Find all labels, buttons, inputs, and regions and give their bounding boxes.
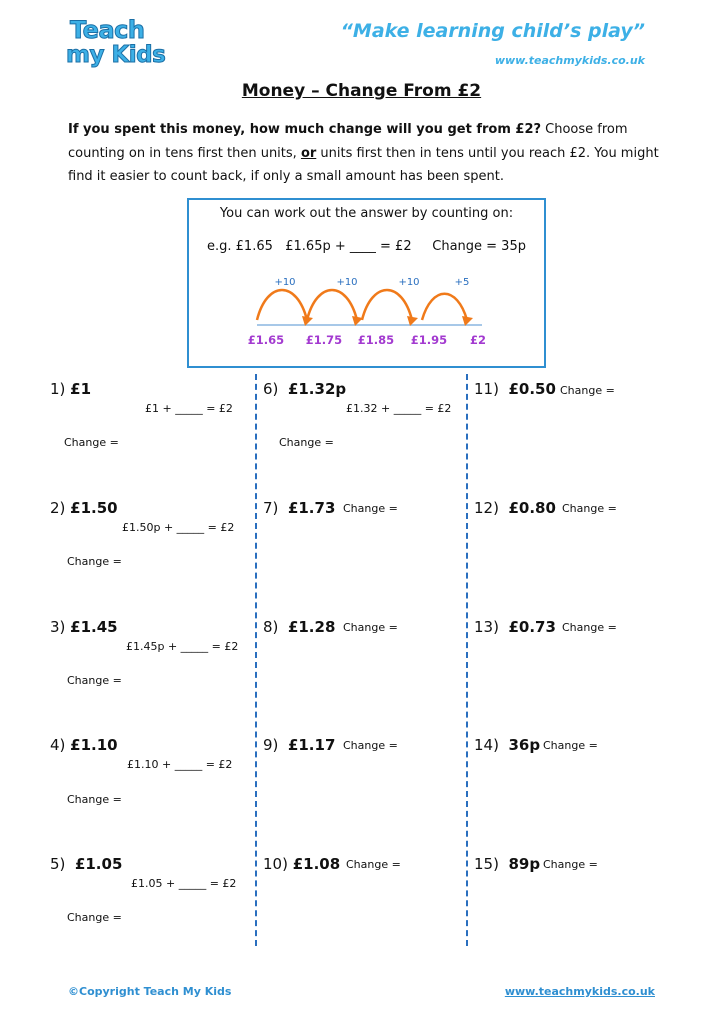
question-amount: 89p (508, 855, 541, 873)
question-3-change: Change = (67, 674, 122, 687)
question-11-change: Change = (560, 384, 615, 397)
question-5-sum: £1.05 + _____ = £2 (131, 877, 237, 890)
example-heading: You can work out the answer by counting on: (219, 206, 514, 221)
tagline: “Make learning child’s play” (340, 20, 645, 42)
logo-text-mykids: my Kids (66, 42, 166, 68)
question-number: 3) (50, 618, 71, 636)
column-divider-2 (466, 374, 468, 946)
question-amount: £1.05 (74, 855, 123, 873)
question-4-change: Change = (67, 793, 122, 806)
question-1-title (50, 380, 91, 398)
question-5-title (50, 855, 122, 873)
question-13-title (474, 618, 556, 636)
question-number: 5) (50, 855, 75, 873)
question-9-title (263, 736, 335, 754)
question-amount: £0.50 (508, 380, 556, 398)
question-amount: £1.17 (287, 736, 336, 754)
jump-label-2: +10 (336, 277, 358, 288)
question-1-sum: £1 + _____ = £2 (145, 402, 233, 415)
question-amount: £0.80 (508, 499, 556, 517)
jump-arc-4 (422, 294, 467, 320)
question-amount: £1.28 (287, 618, 336, 636)
question-amount: £1.08 (292, 855, 341, 873)
question-2-sum: £1.50p + _____ = £2 (122, 521, 235, 534)
instructions-text-a: Choose from counting on in tens first then units, (68, 122, 628, 161)
question-amount: £1.45 (70, 618, 118, 636)
jump-label-4: +5 (454, 277, 470, 288)
question-14-title (474, 736, 540, 754)
page-title: Money – Change From £2 (241, 81, 482, 101)
question-number: 1) (50, 380, 71, 398)
question-amount: £1.10 (70, 736, 118, 754)
question-amount: £0.73 (508, 618, 556, 636)
question-4-title (50, 736, 118, 754)
question-2-title (50, 499, 118, 517)
instructions-text-b: units first then in tens until you reach £2. You might find it easier to count back, if only a small amount has been spent. (68, 145, 659, 184)
question-15-title (474, 855, 540, 873)
question-amount: £1 (70, 380, 92, 398)
column-divider-1 (255, 374, 257, 946)
question-number: 14) (474, 736, 509, 754)
question-number: 7) (263, 499, 288, 517)
question-number: 15) (474, 855, 509, 873)
jump-label-3: +10 (398, 277, 420, 288)
question-9-change: Change = (343, 739, 398, 752)
question-number: 6) (263, 380, 288, 398)
footer-copyright: ©Copyright Teach My Kids (68, 985, 232, 998)
question-amount: £1.50 (70, 499, 118, 517)
jump-arc-2 (307, 290, 357, 320)
question-number: 4) (50, 736, 71, 754)
question-number: 9) (263, 736, 288, 754)
question-3-title (50, 618, 118, 636)
point-label-3: £1.85 (357, 333, 395, 347)
question-8-change: Change = (343, 621, 398, 634)
question-amount: £1.32p (287, 380, 347, 398)
question-amount: £1.73 (287, 499, 336, 517)
question-1-change: Change = (64, 436, 119, 449)
example-equation: e.g. £1.65 £1.65p + ____ = £2 Change = 35p (207, 239, 526, 254)
footer-site-link[interactable]: www.teachmykids.co.uk (504, 985, 655, 998)
point-label-4: £1.95 (410, 333, 448, 347)
question-14-change: Change = (543, 739, 598, 752)
point-label-2: £1.75 (305, 333, 343, 347)
question-15-change: Change = (543, 858, 598, 871)
instructions-or: or (300, 145, 317, 161)
question-number: 12) (474, 499, 509, 517)
logo-text-teach: Teach (70, 16, 145, 44)
question-10-change: Change = (346, 858, 401, 871)
question-12-title (474, 499, 556, 517)
question-7-title (263, 499, 335, 517)
instructions-lead: If you spent this money, how much change will you get from £2? (68, 122, 542, 137)
question-11-title (474, 380, 556, 398)
question-number: 10) (263, 855, 293, 873)
question-10-title (263, 855, 340, 873)
point-label-1: £1.65 (247, 333, 285, 347)
question-2-change: Change = (67, 555, 122, 568)
question-6-change: Change = (279, 436, 334, 449)
question-number: 11) (474, 380, 509, 398)
question-12-change: Change = (562, 502, 617, 515)
question-5-change: Change = (67, 911, 122, 924)
instructions (68, 118, 668, 189)
question-number: 13) (474, 618, 509, 636)
question-number: 8) (263, 618, 288, 636)
question-number: 2) (50, 499, 71, 517)
jump-arc-3 (362, 290, 412, 320)
question-13-change: Change = (562, 621, 617, 634)
question-6-title (263, 380, 346, 398)
question-7-change: Change = (343, 502, 398, 515)
question-amount: 36p (508, 736, 541, 754)
question-6-sum: £1.32 + _____ = £2 (346, 402, 452, 415)
jump-label-1: +10 (274, 277, 296, 288)
point-label-5: £2 (469, 333, 487, 347)
number-line (187, 270, 546, 360)
jump-arc-1 (257, 290, 307, 320)
question-4-sum: £1.10 + _____ = £2 (127, 758, 233, 771)
question-8-title (263, 618, 335, 636)
header-site-url[interactable]: www.teachmykids.co.uk (494, 54, 645, 67)
question-3-sum: £1.45p + _____ = £2 (126, 640, 239, 653)
